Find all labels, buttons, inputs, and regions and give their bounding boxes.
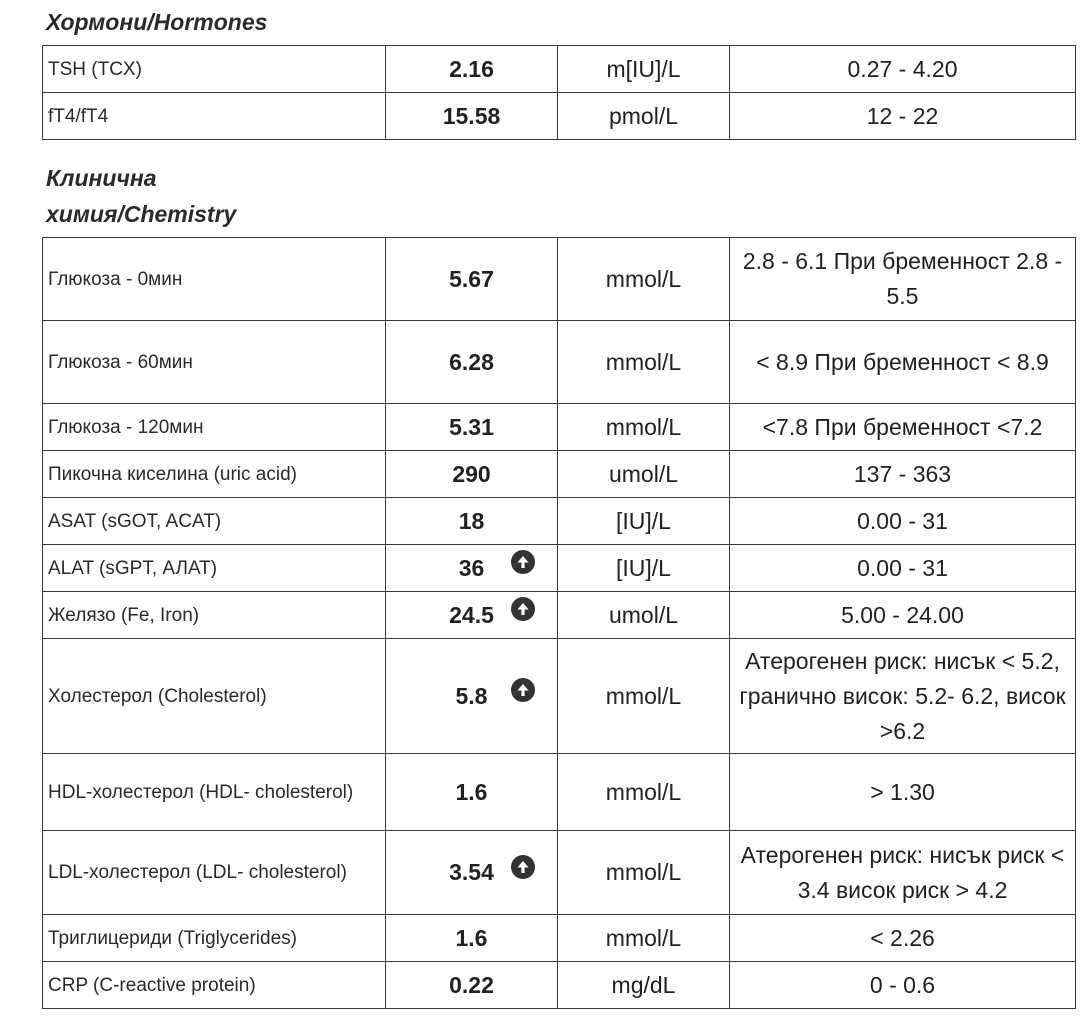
- section-title-chemistry: Клинична химия/Chemistry: [46, 165, 237, 227]
- test-value: [386, 404, 558, 451]
- test-unit: mmol/L: [558, 754, 730, 831]
- test-unit: mmol/L: [558, 321, 730, 404]
- test-reference-range: Атерогенен риск: нисък < 5.2, гранично висок: 5.2- 6.2, висок >6.2: [730, 639, 1076, 754]
- test-value: [386, 639, 558, 754]
- table-row: [43, 321, 1076, 404]
- table-row: [43, 93, 1076, 140]
- test-value: [386, 545, 558, 592]
- test-reference-range: 137 - 363: [730, 451, 1076, 498]
- test-unit: mmol/L: [558, 404, 730, 451]
- test-value-text: 0.22: [449, 971, 494, 998]
- test-reference-range: <7.8 При бременност <7.2: [730, 404, 1076, 451]
- test-name: Холестерол (Cholesterol): [43, 639, 386, 754]
- test-name: ASAT (sGOT, ACAT): [43, 498, 386, 545]
- test-value: [386, 498, 558, 545]
- test-reference-range: > 1.30: [730, 754, 1076, 831]
- high-arrow-icon: [511, 550, 535, 574]
- hormones-table: [42, 45, 1076, 140]
- test-unit: pmol/L: [558, 93, 730, 140]
- test-value-text: 3.54: [449, 859, 494, 885]
- test-value: [386, 451, 558, 498]
- test-name: Триглицериди (Triglycerides): [43, 915, 386, 962]
- test-unit: umol/L: [558, 592, 730, 639]
- test-reference-range: Атерогенен риск: нисък риск < 3.4 висок риск > 4.2: [730, 831, 1076, 915]
- table-row: [43, 238, 1076, 321]
- table-row: [43, 451, 1076, 498]
- test-unit: mmol/L: [558, 831, 730, 915]
- test-value: [386, 831, 558, 915]
- test-reference-range: 5.00 - 24.00: [730, 592, 1076, 639]
- chemistry-table: [42, 237, 1076, 1009]
- test-reference-range: 0.27 - 4.20: [730, 46, 1076, 93]
- test-value: [386, 238, 558, 321]
- test-value: [386, 46, 558, 93]
- test-value: [386, 592, 558, 639]
- test-value-text: 1.6: [455, 778, 488, 805]
- test-value-text: 6.28: [449, 348, 494, 375]
- high-arrow-icon: [511, 597, 535, 621]
- test-reference-range: 12 - 22: [730, 93, 1076, 140]
- high-arrow-icon: [511, 678, 535, 702]
- test-name: Глюкоза - 0мин: [43, 238, 386, 321]
- table-row: [43, 831, 1076, 915]
- test-reference-range: < 8.9 При бременност < 8.9: [730, 321, 1076, 404]
- test-unit: umol/L: [558, 451, 730, 498]
- test-name: fT4/fT4: [43, 93, 386, 140]
- test-value: [386, 962, 558, 1009]
- test-reference-range: < 2.26: [730, 915, 1076, 962]
- section-title-hormones: Хормони/Hormones: [46, 9, 268, 35]
- table-row: [43, 592, 1076, 639]
- test-unit: [IU]/L: [558, 498, 730, 545]
- test-value: [386, 754, 558, 831]
- test-unit: mmol/L: [558, 915, 730, 962]
- test-value-text: 2.16: [449, 55, 494, 82]
- test-unit: m[IU]/L: [558, 46, 730, 93]
- table-row: [43, 962, 1076, 1009]
- test-unit: mmol/L: [558, 238, 730, 321]
- test-reference-range: 2.8 - 6.1 При бременност 2.8 - 5.5: [730, 238, 1076, 321]
- test-unit: [IU]/L: [558, 545, 730, 592]
- table-row: [43, 545, 1076, 592]
- table-row: [43, 46, 1076, 93]
- test-name: ALAT (sGPT, АЛАТ): [43, 545, 386, 592]
- table-row: [43, 754, 1076, 831]
- test-value-text: 18: [458, 507, 485, 534]
- test-name: Желязо (Fe, Iron): [43, 592, 386, 639]
- test-name: Пикочна киселина (uric acid): [43, 451, 386, 498]
- test-value-text: 36: [458, 554, 485, 581]
- table-row: [43, 915, 1076, 962]
- table-row: [43, 639, 1076, 754]
- test-value-text: 15.58: [442, 102, 501, 129]
- high-arrow-icon: [511, 855, 535, 879]
- test-reference-range: 0.00 - 31: [730, 545, 1076, 592]
- test-name: LDL-холестерол (LDL- cholesterol): [43, 831, 386, 915]
- test-unit: mmol/L: [558, 639, 730, 754]
- test-reference-range: 0 - 0.6: [730, 962, 1076, 1009]
- test-value-text: 290: [452, 460, 491, 487]
- test-value-text: 1.6: [455, 924, 488, 951]
- test-value: [386, 915, 558, 962]
- table-row: [43, 404, 1076, 451]
- test-value: [386, 321, 558, 404]
- test-value-text: 24.5: [449, 601, 494, 628]
- table-row: [43, 498, 1076, 545]
- test-value-text: 5.67: [449, 265, 494, 292]
- test-name: CRP (C-reactive protein): [43, 962, 386, 1009]
- test-name: Глюкоза - 120мин: [43, 404, 386, 451]
- test-value-text: 5.31: [449, 413, 494, 440]
- test-unit: mg/dL: [558, 962, 730, 1009]
- test-reference-range: 0.00 - 31: [730, 498, 1076, 545]
- test-name: TSH (TCX): [43, 46, 386, 93]
- test-value: [386, 93, 558, 140]
- test-value-text: 5.8: [455, 682, 488, 709]
- test-name: Глюкоза - 60мин: [43, 321, 386, 404]
- test-name: HDL-холестерол (HDL- cholesterol): [43, 754, 386, 831]
